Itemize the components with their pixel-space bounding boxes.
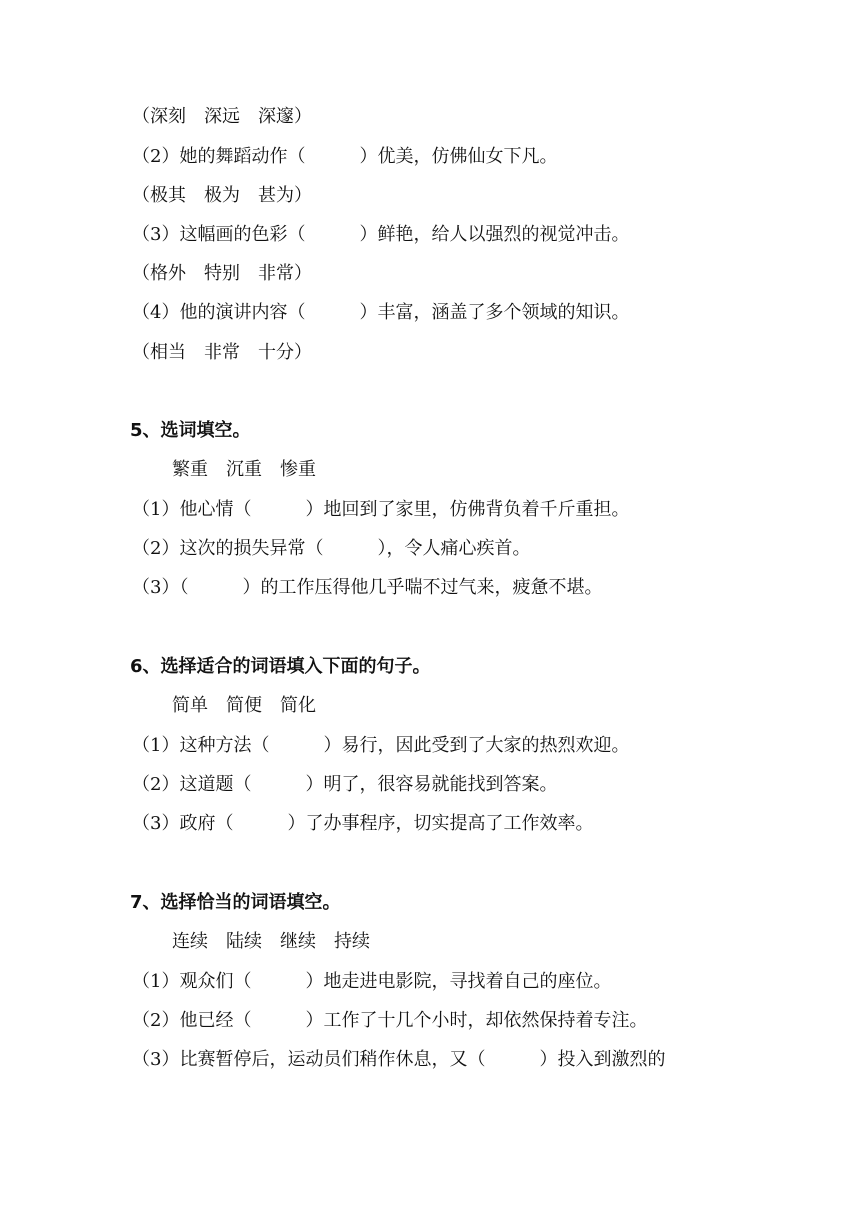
options-line: （格外 特别 非常） — [132, 263, 312, 284]
question-item: （2）他已经（ ）工作了十几个小时，却依然保持着专注。 — [132, 1010, 648, 1031]
question-item: （1）观众们（ ）地走进电影院，寻找着自己的座位。 — [132, 971, 612, 992]
question-item: （3）这幅画的色彩（ ）鲜艳，给人以强烈的视觉冲击。 — [132, 224, 630, 245]
question-item: （2）她的舞蹈动作（ ）优美，仿佛仙女下凡。 — [132, 146, 558, 167]
word-bank-q6: 简单 简便 简化 — [172, 695, 316, 716]
options-line: （极其 极为 甚为） — [132, 185, 312, 206]
question-item: （2）这次的损失异常（ ），令人痛心疾首。 — [132, 538, 531, 559]
question-item: （3）政府（ ）了办事程序，切实提高了工作效率。 — [132, 813, 594, 834]
question-item: （3）比赛暂停后，运动员们稍作休息，又（ ）投入到激烈的 — [132, 1049, 666, 1070]
question-item: （1）他心情（ ）地回到了家里，仿佛背负着千斤重担。 — [132, 499, 630, 520]
options-line: （相当 非常 十分） — [132, 342, 312, 363]
question-item: （3）（ ）的工作压得他几乎喘不过气来，疲惫不堪。 — [132, 577, 603, 598]
question-item: （2）这道题（ ）明了，很容易就能找到答案。 — [132, 774, 558, 795]
section-heading-q6: 6、选择适合的词语填入下面的句子。 — [130, 656, 431, 677]
question-item: （1）这种方法（ ）易行，因此受到了大家的热烈欢迎。 — [132, 735, 630, 756]
section-heading-q5: 5、选词填空。 — [130, 420, 251, 441]
word-bank-q5: 繁重 沉重 惨重 — [172, 459, 316, 480]
section-heading-q7: 7、选择恰当的词语填空。 — [130, 892, 341, 913]
question-item: （4）他的演讲内容（ ）丰富，涵盖了多个领域的知识。 — [132, 302, 630, 323]
word-bank-q7: 连续 陆续 继续 持续 — [172, 931, 370, 952]
options-line: （深刻 深远 深邃） — [132, 106, 312, 127]
